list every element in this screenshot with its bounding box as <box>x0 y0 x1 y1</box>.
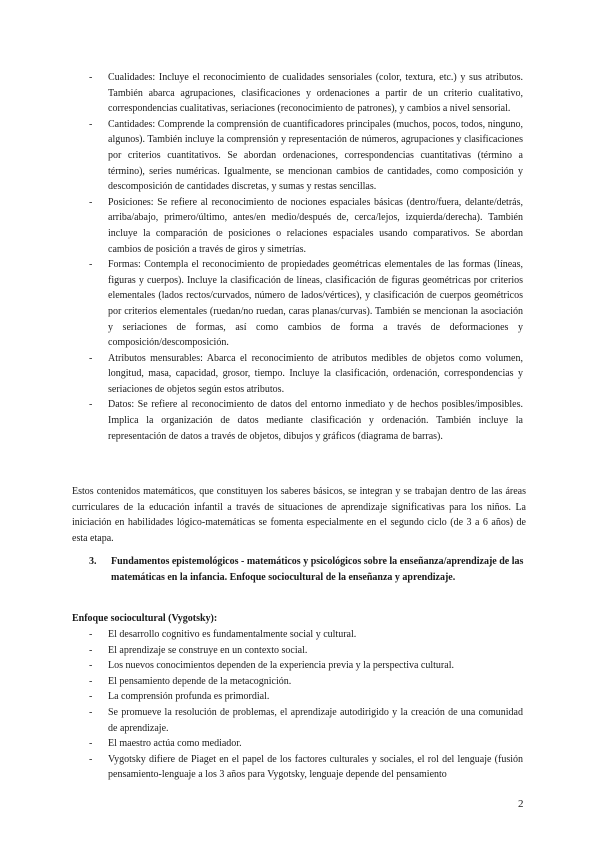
summary-paragraph: Estos contenidos matemáticos, que constituyen los saberes básicos, se integran y se trabajan dentro de las áreas curriculares de la educación infantil a través de situaciones de aprendizaje significativas para los niños. La iniciación en habilidades lógico-matemáticas se fomenta especialmente en el segundo ciclo (de 3 a 6 años) de esta etapa. <box>72 486 526 544</box>
list-item: - Cantidades: Comprende la comprensión de cuantificadores principales (muchos, pocos, todos, ninguno, algunos). También incluye la comprensión y representación de números, agrupaciones y clasificaciones por criterios cuantitativos. Se abordan ordenaciones, correspondencias cuantitativas (término a término), series numéricas. Igualmente, se mencionan cambios de cantidades, como composición y descomposición de cantidades discretas, y sumas y restas sencillas. <box>89 117 523 195</box>
list-item: - La comprensión profunda es primordial. <box>89 689 523 705</box>
list-item: - Cualidades: Incluye el reconocimiento de cualidades sensoriales (color, textura, etc.) y sus atributos. También abarca agrupaciones, clasificaciones y ordenaciones a partir de un criterio cualitativo, correspondencias cualitativas, seriaciones (reconocimiento de patrones), y cambios a nivel sensorial. <box>89 70 523 117</box>
section-number: 3. <box>89 556 97 567</box>
list-item: - El pensamiento depende de la metacognición. <box>89 674 523 690</box>
list-item: - Los nuevos conocimientos dependen de la experiencia previa y la perspectiva cultural. <box>89 658 523 674</box>
list-item: - Datos: Se refiere al reconocimiento de datos del entorno inmediato y de hechos posibles/imposibles. Implica la organización de datos mediante clasificación y ordenación. También incluye la representación de datos a través de objetos, dibujos y gráficos (diagrama de barras). <box>89 397 523 444</box>
page-number: 2 <box>518 798 524 810</box>
section-heading <box>89 554 525 585</box>
list-item: - Formas: Contempla el reconocimiento de propiedades geométricas elementales de las formas (líneas, figuras y cuerpos). Incluye la clasificación de líneas, clasificación de figuras geométricas por criterios elementales (lados rectos/curvados, número de lados/vértices), y clasificación de cuerpos geométricos por criterios elementales (ruedan/no ruedan, caras planas/curvas). También se mencionan la asociación y seriaciones de formas, así como cambios de forma a través de deformaciones y composición/descomposición. <box>89 257 523 351</box>
list-item: - El desarrollo cognitivo es fundamentalmente social y cultural. <box>89 627 523 643</box>
list-item: - El maestro actúa como mediador. <box>89 736 523 752</box>
list-item: - Vygotsky difiere de Piaget en el papel de los factores culturales y sociales, el rol del lenguaje (fusión pensamiento-lenguaje a los 3 años para Vygotsky, lenguaje depende del pensamiento <box>89 752 523 783</box>
list-item: - Posiciones: Se refiere al reconocimiento de nociones espaciales básicas (dentro/fuera, delante/detrás, arriba/abajo, primero/último, antes/en medio/después de, cerca/lejos, izquierda/derecha). También incluye la comparación de posiciones o relaciones espaciales usando comparativos. Se abordan cambios de posición a través de giros y simetrías. <box>89 195 523 257</box>
list-item: - El aprendizaje se construye en un contexto social. <box>89 643 523 659</box>
subheading: Enfoque sociocultural (Vygotsky): <box>72 613 218 624</box>
sociocultural-list <box>89 627 523 783</box>
list-item: - Atributos mensurables: Abarca el reconocimiento de atributos medibles de objetos como volumen, longitud, masa, capacidad, grosor, tiempo. Incluye la clasificación, ordenación, correspondencias y seriaciones de objetos según estos atributos. <box>89 351 523 398</box>
list-item: - Se promueve la resolución de problemas, el aprendizaje autodirigido y la creación de una comunidad de aprendizaje. <box>89 705 523 736</box>
math-content-list <box>89 70 523 444</box>
section-title: Fundamentos epistemológicos - matemáticos y psicológicos sobre la enseñanza/aprendizaje de las matemáticas en la infancia. Enfoque sociocultural de la enseñanza y aprendizaje. <box>111 556 524 583</box>
